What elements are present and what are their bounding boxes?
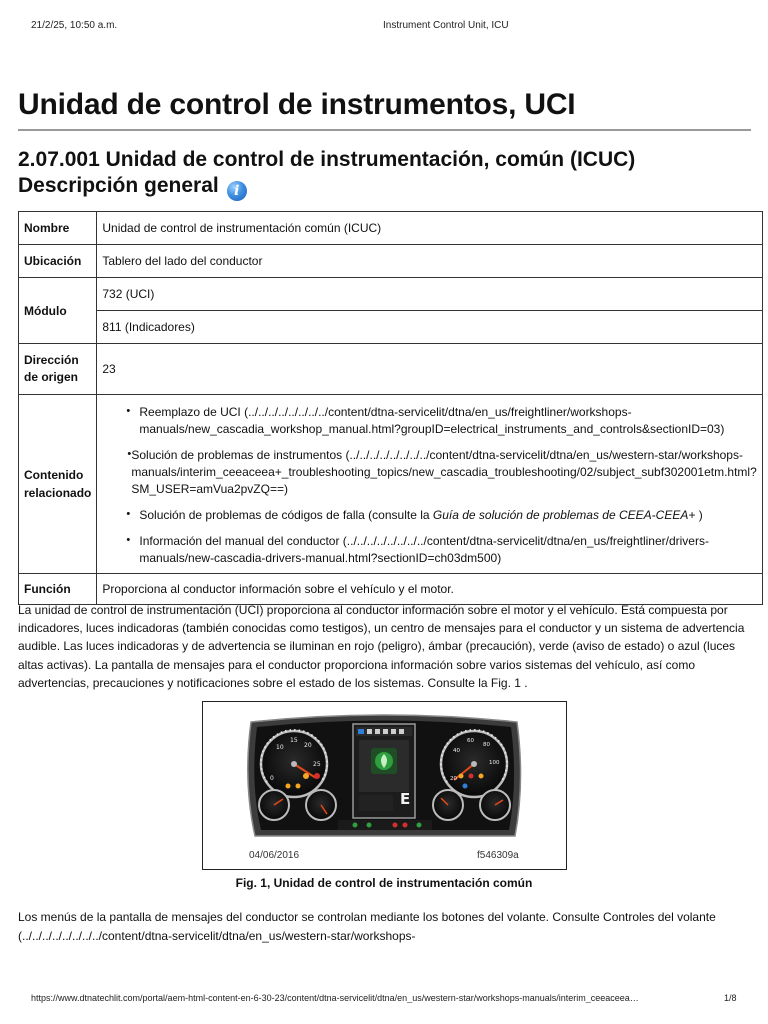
label-direccion xyxy=(19,344,97,395)
title-divider xyxy=(18,129,751,131)
label-nombre: Nombre xyxy=(19,212,97,245)
related-link-solucion-instrumentos[interactable] xyxy=(97,447,756,498)
value-funcion: Proporciona al conductor información sobre el vehículo y el motor. xyxy=(97,574,762,605)
value-modulo-2: 811 (Indicadores) xyxy=(97,311,762,344)
label-contenido-l1: Contenido xyxy=(24,468,84,482)
warning-lamp-red xyxy=(403,823,408,828)
gauge-tick-label: 100 xyxy=(489,760,500,766)
instrument-cluster-illustration xyxy=(203,702,566,869)
warning-lamp-amber xyxy=(303,773,309,779)
figure-code: f546309a xyxy=(477,850,519,861)
related-link-manual-conductor[interactable] xyxy=(97,533,756,567)
status-lamp-green xyxy=(367,823,372,828)
print-datetime: 21/2/25, 10:50 a.m. xyxy=(31,20,118,31)
row-nombre xyxy=(19,212,763,245)
row-modulo-1 xyxy=(19,278,763,311)
gauge-tick-label: 20 xyxy=(450,776,457,782)
related-link-reemplazo[interactable] xyxy=(97,404,756,438)
bullet: • xyxy=(126,534,131,546)
related-guide-title[interactable]: Guía de solución de problemas de CEEA-CEEA+ xyxy=(432,508,696,522)
warning-lamp-red xyxy=(469,774,474,779)
gauge-tick-label: 20 xyxy=(304,742,312,749)
gauge-tick-label: 15 xyxy=(290,737,298,744)
bullet: • xyxy=(126,405,131,417)
warning-lamp-amber xyxy=(286,784,291,789)
warning-lamp-amber xyxy=(296,784,301,789)
label-ubicacion: Ubicación xyxy=(19,245,97,278)
gauge-tick-label: 0 xyxy=(270,775,274,782)
row-funcion xyxy=(19,574,763,605)
warning-lamp-amber xyxy=(459,774,464,779)
bullet: • xyxy=(127,448,132,460)
label-contenido-l2: relacionado xyxy=(24,486,92,500)
warning-lamp-amber xyxy=(479,774,484,779)
gauge-tick-label: 25 xyxy=(313,761,321,768)
info-table xyxy=(18,211,763,605)
gauge-tick-label: 60 xyxy=(467,738,474,744)
body-paragraph-2: Los menús de la pantalla de mensajes del conductor se controlan mediante los botones del volante. Consulte Controles del volante (../../../../../../../../content/dtna-servicelit/dtna/en_us/western-star/workshops- xyxy=(18,910,716,943)
value-ubicacion: Tablero del lado del conductor xyxy=(97,245,762,278)
speedometer-gauge xyxy=(441,730,507,797)
label-direccion-l2: de origen xyxy=(24,370,79,384)
figure-caption: Fig. 1, Unidad de control de instrumentación común xyxy=(235,876,533,890)
row-modulo-2 xyxy=(19,311,763,344)
section-title: 2.07.001 Unidad de control de instrumentación, común (ICUC) xyxy=(18,148,636,171)
section-heading xyxy=(18,147,758,201)
bullet: • xyxy=(126,508,131,520)
related-link-text[interactable]: Solución de problemas de instrumentos (../../../../../../../../content/dtna-servicelit/dtna/en_us/western-star/workshops-manuals/interim_ceeaceea+_troubleshooting_topics/new_cascadia_troubleshooting/02/subject_subf302001etm.html?SM_USER=amVua2pvZQ==) xyxy=(131,448,757,496)
related-text-pre: Solución de problemas de códigos de falla (consulte la xyxy=(139,508,433,522)
status-lamp-blue xyxy=(463,784,468,789)
gauge-tick-label: 80 xyxy=(483,742,490,748)
label-funcion: Función xyxy=(19,574,97,605)
label-contenido xyxy=(19,395,97,574)
print-page-number: 1/8 xyxy=(724,993,737,1003)
label-direccion-l1: Dirección xyxy=(24,353,79,367)
row-contenido xyxy=(19,395,763,574)
row-ubicacion xyxy=(19,245,763,278)
related-text-post: ) xyxy=(695,508,703,522)
section-subtitle-row xyxy=(18,173,758,201)
row-direccion xyxy=(19,344,763,395)
info-icon[interactable]: i xyxy=(227,181,247,201)
page-title: Unidad de control de instrumentos, UCI xyxy=(18,88,576,121)
value-modulo-1: 732 (UCI) xyxy=(97,278,762,311)
status-lamp-green xyxy=(417,823,422,828)
label-modulo: Módulo xyxy=(19,278,97,344)
gear-indicator: E xyxy=(400,790,411,808)
value-direccion: 23 xyxy=(97,344,762,395)
figure-date: 04/06/2016 xyxy=(249,850,300,861)
figure-frame xyxy=(202,701,567,870)
related-link-codigos-falla[interactable] xyxy=(97,507,756,524)
status-lamp-green xyxy=(353,823,358,828)
related-content-list xyxy=(97,395,762,574)
print-footer-url: https://www.dtnatechlit.com/portal/aem-html-content-en-6-30-23/content/dtna-servicelit/dtna/en_us/western-star/workshops-manuals/interim_ceeaceea… xyxy=(31,993,639,1003)
body-paragraph: La unidad de control de instrumentación (UCI) proporciona al conductor información sobre el motor y el vehículo. Está compuesta por indicadores, luces indicadoras (también conocidas como testigos), un centro de mensajes para el conductor y un sistema de advertencia audible. Las luces indicadoras y de advertencia se iluminan en rojo (peligro), ámbar (precaución), verde (aviso de estado) o azul (luces altas activas). La pantalla de mensajes para el conductor proporciona información sobre varios sistemas del vehículo, así como advertencias, precauciones y notificaciones sobre el estado de los sistemas. Consulte la Fig. 1 . xyxy=(18,603,745,690)
tachometer-gauge xyxy=(261,730,327,797)
gauge-tick-label: 40 xyxy=(453,748,460,754)
related-link-text[interactable]: Reemplazo de UCI (../../../../../../../../content/dtna-servicelit/dtna/en_us/freightliner/workshops-manuals/new_cascadia_workshop_manual.html?groupID=electrical_instruments_and_controls&sectionID=03) xyxy=(139,405,725,436)
gauge-tick-label: 10 xyxy=(276,744,284,751)
print-doc-title: Instrument Control Unit, ICU xyxy=(383,20,509,31)
section-subtitle: Descripción general xyxy=(18,174,219,197)
value-nombre: Unidad de control de instrumentación común (ICUC) xyxy=(97,212,762,245)
warning-lamp-red xyxy=(393,823,398,828)
related-link-text[interactable]: Información del manual del conductor (../../../../../../../../content/dtna-servicelit/dtna/en_us/freightliner/drivers-manuals/new-cascadia-drivers-manual.html?sectionID=ch03dm500) xyxy=(139,534,709,565)
warning-lamp-red xyxy=(314,773,320,779)
